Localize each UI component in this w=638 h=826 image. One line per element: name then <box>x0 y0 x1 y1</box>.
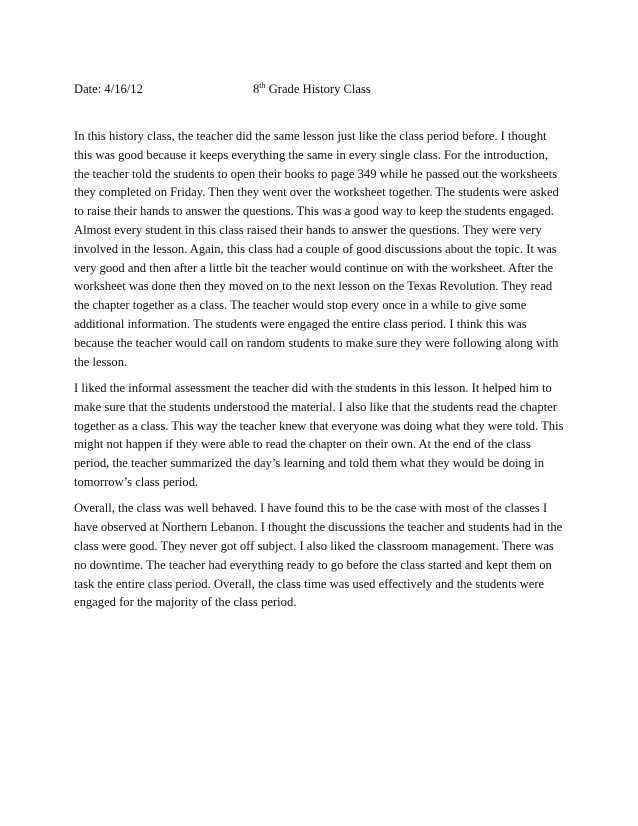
paragraph-line: might not happen if they were able to read the chapter on their own. At the end of the class <box>74 437 531 452</box>
document-body <box>74 127 564 620</box>
class-title <box>253 82 371 97</box>
paragraph-line: the chapter together as a class. The teacher would stop every once in a while to give some <box>74 298 527 313</box>
paragraph-line: they completed on Friday. Then they went over the worksheet together. The students were asked <box>74 185 559 200</box>
paragraph-line: Almost every student in this class raised their hands to answer the questions. They were very <box>74 222 542 237</box>
paragraph-line: the teacher told the students to open their books to page 349 while he passed out the worksheets <box>74 166 557 181</box>
paragraph-line: have observed at Northern Lebanon. I thought the discussions the teacher and students had in the <box>74 520 563 535</box>
paragraph-line: make sure that the students understood the material. I also like that the students read the chapter <box>74 399 557 414</box>
class-title-text: Grade History Class <box>265 82 371 96</box>
paragraph-3 <box>74 499 564 612</box>
paragraph-line: very good and then after a little bit the teacher would continue on with the worksheet. After the <box>74 260 554 275</box>
paragraph-line: engaged for the majority of the class period. <box>74 595 297 610</box>
paragraph-line: worksheet was done then they moved on to the next lesson on the Texas Revolution. They read <box>74 279 553 294</box>
paragraph-line: the lesson. <box>74 354 128 369</box>
paragraph-line: I liked the informal assessment the teacher did with the students in this lesson. It helped him to <box>74 380 552 395</box>
paragraph-line: no downtime. The teacher had everything ready to go before the class started and kept them on <box>74 557 552 572</box>
paragraph-line: tomorrow’s class period. <box>74 474 199 489</box>
paragraph-line: additional information. The students were engaged the entire class period. I think this was <box>74 316 527 331</box>
paragraph-line: period, the teacher summarized the day’s learning and told them what they would be doing in <box>74 456 545 471</box>
paragraph-line: this was good because it keeps everything the same in every single class. For the introduction, <box>74 147 548 162</box>
grade-number: 8 <box>253 82 260 96</box>
paragraph-line: Overall, the class was well behaved. I have found this to be the case with most of the classes I <box>74 501 548 516</box>
paragraph-line: because the teacher would call on random students to make sure they were following along with <box>74 335 559 350</box>
paragraph-line: together as a class. This way the teacher knew that everyone was doing what they were told. This <box>74 418 564 433</box>
document-header <box>74 82 564 100</box>
paragraph-line: In this history class, the teacher did the same lesson just like the class period before. I thought <box>74 129 547 143</box>
paragraph-1 <box>74 127 564 371</box>
paragraph-line: involved in the lesson. Again, this class had a couple of good discussions about the topic. It was <box>74 241 557 256</box>
paragraph-line: task the entire class period. Overall, the class time was used effectively and the students were <box>74 576 545 591</box>
paragraph-line: to raise their hands to answer the questions. This was a good way to keep the students engaged. <box>74 204 554 219</box>
grade-suffix: th <box>259 80 266 90</box>
paragraph-line: class were good. They never got off subject. I also liked the classroom management. There was <box>74 538 554 553</box>
paragraph-2 <box>74 379 564 492</box>
date-label: Date: 4/16/12 <box>74 82 143 96</box>
